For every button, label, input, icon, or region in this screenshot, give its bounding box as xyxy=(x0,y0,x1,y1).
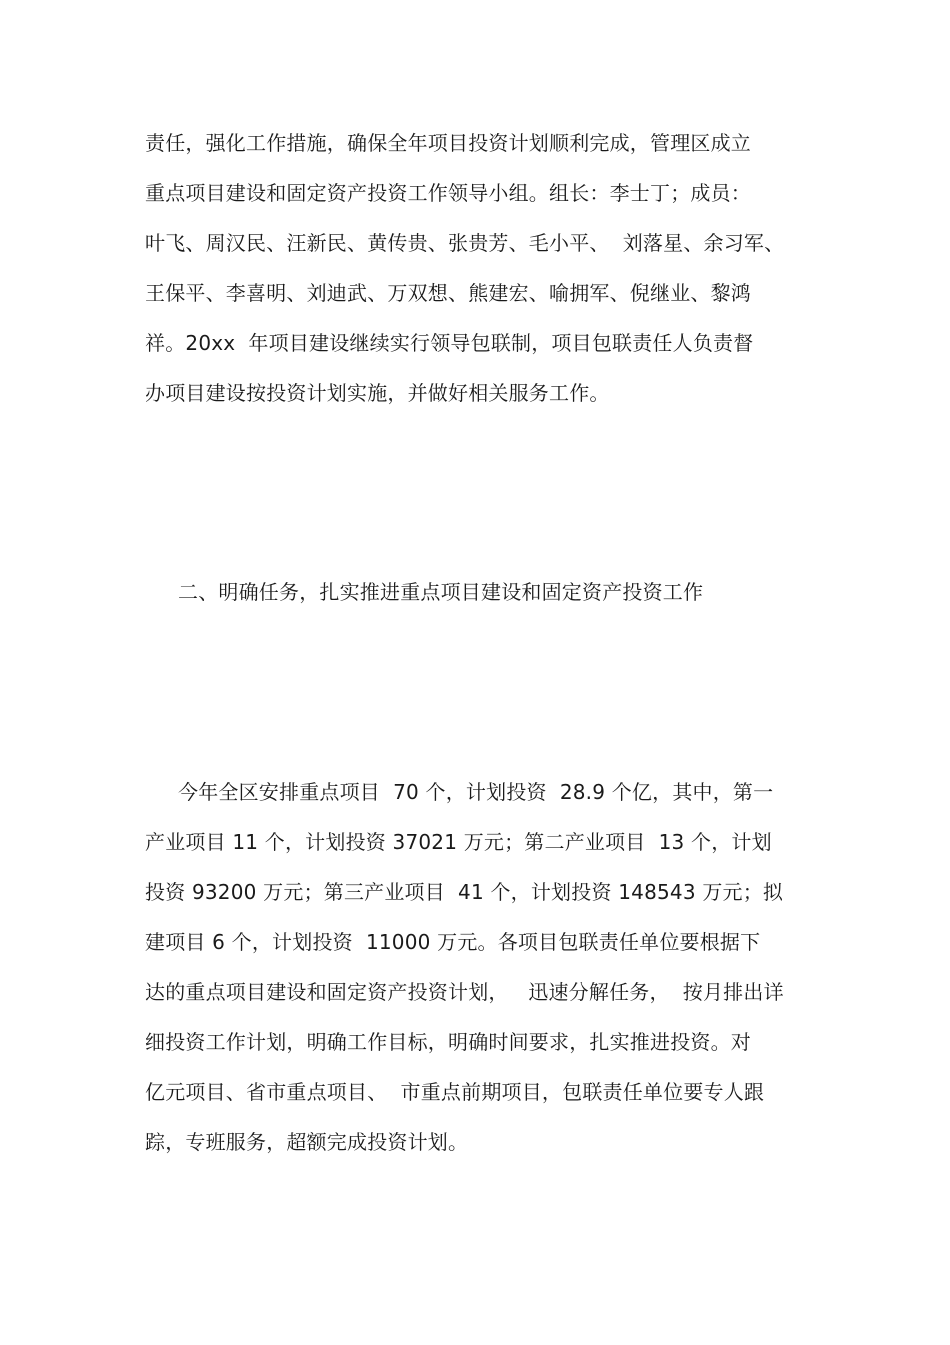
text-line: 投资 93200 万元；第三产业项目 41 个，计划投资 148543 万元；拟 xyxy=(145,880,784,904)
text-line: 责任，强化工作措施，确保全年项目投资计划顺利完成，管理区成立 xyxy=(145,131,751,155)
text-line: 祥。20xx 年项目建设继续实行领导包联制，项目包联责任人负责督 xyxy=(145,331,754,355)
text-line: 产业项目 11 个，计划投资 37021 万元；第二产业项目 13 个，计划 xyxy=(145,830,772,854)
text-line: 达的重点项目建设和固定资产投资计划， 迅速分解任务， 按月排出详 xyxy=(145,980,784,1004)
text-line: 细投资工作计划，明确工作目标，明确时间要求，扎实推进投资。对 xyxy=(145,1030,751,1054)
text-line: 建项目 6 个，计划投资 11000 万元。各项目包联责任单位要根据下 xyxy=(145,930,761,954)
text-line: 今年全区安排重点项目 70 个，计划投资 28.9 个亿，其中，第一 xyxy=(178,780,774,804)
text-line: 亿元项目、省市重点项目、 市重点前期项目，包联责任单位要专人跟 xyxy=(145,1080,765,1104)
text-line: 踪，专班服务，超额完成投资计划。 xyxy=(145,1130,469,1154)
section-heading: 二、明确任务，扎实推进重点项目建设和固定资产投资工作 xyxy=(178,580,704,604)
text-line: 重点项目建设和固定资产投资工作领导小组。组长：李士丁；成员： xyxy=(145,181,751,205)
text-line: 王保平、李喜明、刘迪武、万双想、熊建宏、喻拥军、倪继业、黎鸿 xyxy=(145,281,751,305)
text-line: 叶飞、周汉民、汪新民、黄传贵、张贵芳、毛小平、 刘落星、余习军、 xyxy=(145,231,785,255)
text-line: 办项目建设按投资计划实施，并做好相关服务工作。 xyxy=(145,381,610,405)
